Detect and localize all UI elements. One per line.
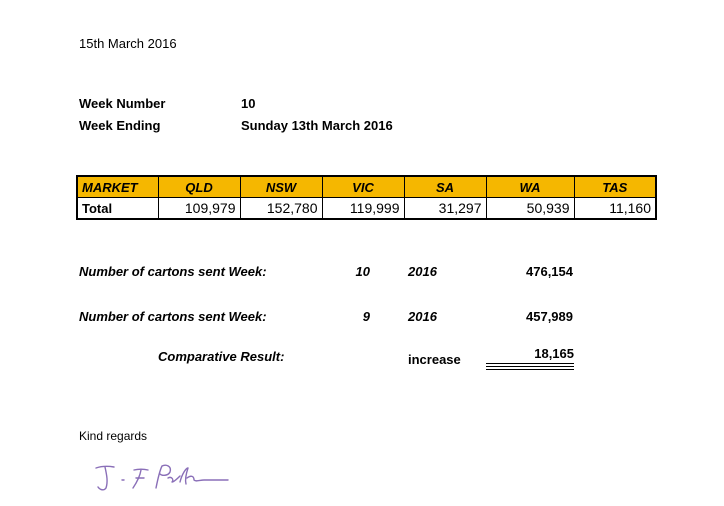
header-vic: VIC: [322, 176, 404, 198]
cartons-year: 2016: [408, 264, 437, 279]
cartons-week-number: 10: [355, 264, 370, 279]
total-label: Total: [77, 198, 158, 220]
prev-cartons-week-number: 9: [362, 309, 370, 324]
total-vic: 119,999: [322, 198, 404, 220]
double-underline-bottom: [486, 369, 574, 370]
week-ending-value: Sunday 13th March 2016: [241, 118, 393, 133]
total-nsw: 152,780: [240, 198, 322, 220]
cartons-week-label: Number of cartons sent Week:: [79, 264, 267, 279]
market-table-total-row: [77, 198, 656, 220]
letter-date: 15th March 2016: [79, 36, 177, 51]
header-tas: TAS: [574, 176, 656, 198]
week-ending-label: Week Ending: [79, 118, 161, 133]
total-wa: 50,939: [486, 198, 574, 220]
comparative-value: 18,165: [486, 346, 574, 364]
header-qld: QLD: [158, 176, 240, 198]
week-number-value: 10: [241, 96, 256, 111]
header-sa: SA: [404, 176, 486, 198]
header-market: MARKET: [77, 176, 158, 198]
total-qld: 109,979: [158, 198, 240, 220]
total-tas: 11,160: [574, 198, 656, 220]
double-underline-top: [486, 366, 574, 367]
market-table: [76, 175, 657, 220]
market-table-header-row: [77, 176, 656, 198]
week-number-label: Week Number: [79, 96, 166, 111]
handwritten-signature-icon: [88, 458, 238, 498]
comparative-direction: increase: [408, 352, 461, 367]
prev-cartons-total: 457,989: [526, 309, 573, 324]
prev-cartons-week-label: Number of cartons sent Week:: [79, 309, 267, 324]
prev-cartons-year: 2016: [408, 309, 437, 324]
header-nsw: NSW: [240, 176, 322, 198]
header-wa: WA: [486, 176, 574, 198]
cartons-total: 476,154: [526, 264, 573, 279]
kind-regards: Kind regards: [79, 429, 148, 443]
total-sa: 31,297: [404, 198, 486, 220]
comparative-result-label: Comparative Result:: [158, 349, 285, 364]
